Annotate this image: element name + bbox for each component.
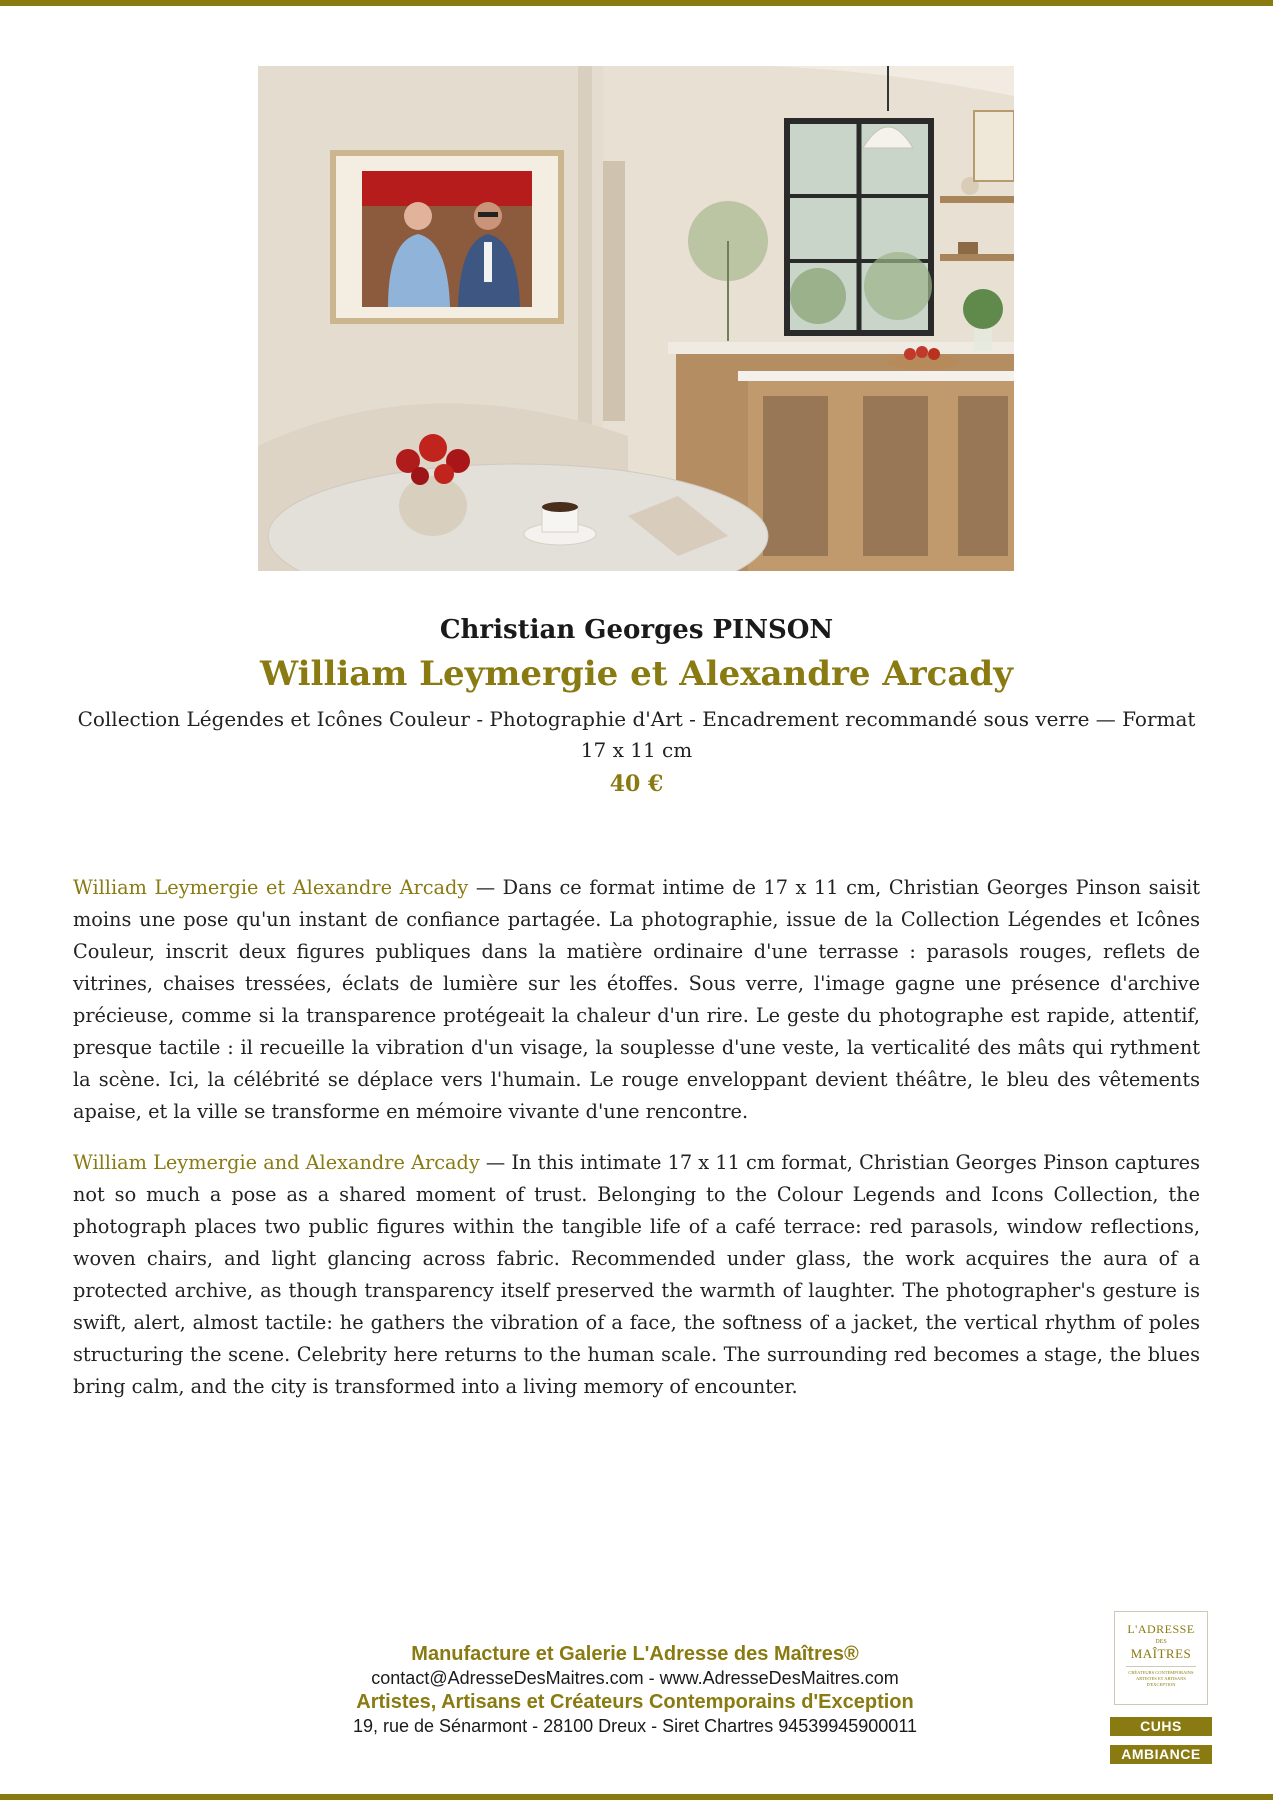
product-mockup-image xyxy=(258,66,1014,571)
bottom-rule xyxy=(0,1794,1273,1800)
badge-ambiance: AMBIANCE xyxy=(1110,1745,1212,1764)
artwork-subtitle: Collection Légendes et Icônes Couleur - Photographie d'Art - Encadrement recommandé sous verre — Format 17 x 11 cm xyxy=(77,707,1196,762)
logo-line-2: DES xyxy=(1155,1639,1167,1645)
product-header xyxy=(70,612,1203,800)
description-english-lead: William Leymergie and Alexandre Arcady xyxy=(73,1151,480,1174)
gallery-logo xyxy=(1114,1611,1208,1705)
footer-contact: contact@AdresseDesMaitres.com - www.AdresseDesMaitres.com xyxy=(371,1668,899,1688)
artist-name: Christian Georges PINSON xyxy=(439,615,834,645)
logo-line-3: MAÎTRES xyxy=(1130,1646,1192,1661)
description-english xyxy=(73,1147,1200,1403)
description-french-lead: William Leymergie et Alexandre Arcady xyxy=(73,876,469,899)
logo-divider xyxy=(1126,1666,1196,1667)
top-rule xyxy=(0,0,1273,6)
artwork-price: 40 € xyxy=(609,771,664,797)
artwork-title: William Leymergie et Alexandre Arcady xyxy=(260,654,1013,694)
description-french-body: — Dans ce format intime de 17 x 11 cm, Christian Georges Pinson saisit moins une pose qu'un instant de confiance partagée. La photographie, issue de la Collection Légendes et Icônes Couleur, inscrit deux figures publiques dans la matière ordinaire d'une terrasse : parasols rouges, reflets de vitrines, chaises tressées, éclats de lumière sur les étoffes. Sous verre, l'image gagne une présence d'archive précieuse, comme si la transparence protégeait la chaleur d'un rire. Le geste du photographe est rapide, attentif, presque tactile : il recueille la vibration d'un visage, la souplesse d'une veste, la verticalité des mâts qui rythment la scène. Ici, la célébrité se déplace vers l'humain. Le rouge enveloppant devient théâtre, le bleu des vêtements apaise, et la ville se transforme en mémoire vivante d'une rencontre. xyxy=(73,876,1201,1123)
footer-company: Manufacture et Galerie L'Adresse des Maîtres® xyxy=(411,1643,859,1665)
footer xyxy=(290,1642,980,1738)
logo-line-1: L'ADRESSE xyxy=(1127,1622,1195,1636)
description-french xyxy=(73,872,1200,1128)
badge-cuhs: CUHS xyxy=(1110,1717,1212,1736)
footer-address: 19, rue de Sénarmont - 28100 Dreux - Siret Chartres 94539945900011 xyxy=(352,1716,918,1736)
description-english-body: — In this intimate 17 x 11 cm format, Christian Georges Pinson captures not so much a pose as a shared moment of trust. Belonging to the Colour Legends and Icons Collection, the photograph places two public figures within the tangible life of a café terrace: red parasols, window reflections, woven chairs, and light glancing across fabric. Recommended under glass, the work acquires the aura of a protected archive, as though transparency itself preserved the warmth of laughter. The photographer's gesture is swift, alert, almost tactile: he gathers the vibration of a face, the softness of a jacket, the vertical rhythm of poles structuring the scene. Celebrity here returns to the human scale. The surrounding red becomes a stage, the blues bring calm, and the city is transformed into a living memory of encounter. xyxy=(73,1151,1200,1398)
footer-tagline: Artistes, Artisans et Créateurs Contemporains d'Exception xyxy=(356,1691,914,1713)
logo-line-4: CRÉATEURS CONTEMPORAINS ARTISTES ET ARTISANS D'EXCEPTION xyxy=(1128,1670,1194,1687)
